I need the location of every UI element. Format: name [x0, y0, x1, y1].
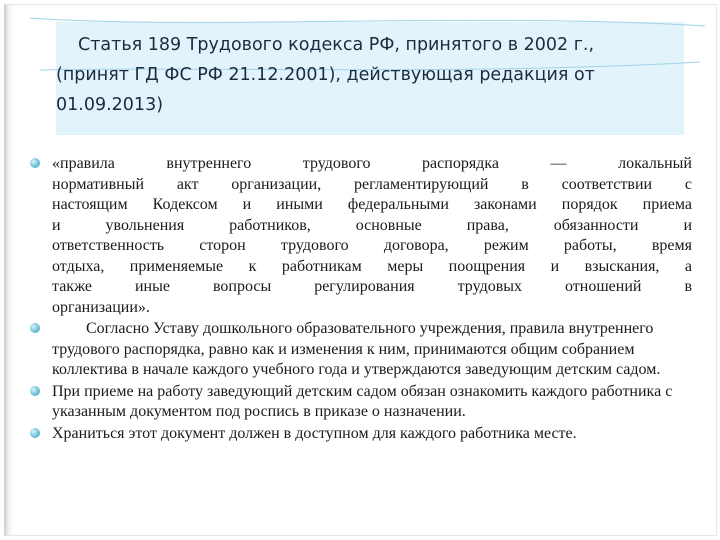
title-line-1: Статья 189 Трудового кодекса РФ, принятого в 2002 г., — [78, 35, 595, 55]
item-2-text: Согласно Уставу дошкольного образовательного учреждения, правила внутреннего трудового распорядка, равно как и изменения к ним, принимаются общим собранием коллектива в начале каждого учебного года и утверждаются заведующим детским садом. — [52, 320, 661, 378]
bullet-icon — [30, 386, 40, 396]
item-1-line: «правила внутреннего трудового распорядка — локальный — [52, 155, 692, 172]
slide-title — [56, 30, 676, 120]
item-3-text: При приеме на работу заведующий детским садом обязан ознакомить каждого работника с указанным документом под роспись в приказе о назначении. — [52, 382, 673, 420]
list-item — [30, 424, 692, 445]
list-item — [30, 319, 692, 381]
title-line-2: (принят ГД ФС РФ 21.12.2001), действующая редакция от — [56, 65, 595, 85]
item-1-line: нормативный акт организации, регламентирующий в соответствии с — [52, 175, 692, 193]
bullet-list — [30, 154, 692, 445]
bullet-icon — [30, 323, 40, 333]
item-1-line: ответственность сторон трудового договора, режим работы, время — [52, 237, 692, 254]
item-1-line: настоящим Кодексом и иными федеральными законами порядок приема — [52, 196, 692, 213]
item-1-last-line: организации». — [52, 298, 150, 316]
item-4-text: Храниться этот документ должен в доступном для каждого работника месте. — [52, 424, 577, 442]
title-line-3: 01.09.2013) — [56, 95, 164, 115]
list-item — [30, 382, 692, 423]
bullet-icon — [30, 428, 40, 438]
item-1-line: также иные вопросы регулирования трудовых отношений в — [52, 278, 692, 295]
item-1-line: отдыха, применяемые к работникам меры поощрения и взыскания, а — [52, 257, 692, 275]
list-item — [30, 154, 692, 318]
item-1-line: и увольнения работников, основные права, обязанности и — [52, 216, 692, 234]
bullet-icon — [30, 158, 40, 168]
